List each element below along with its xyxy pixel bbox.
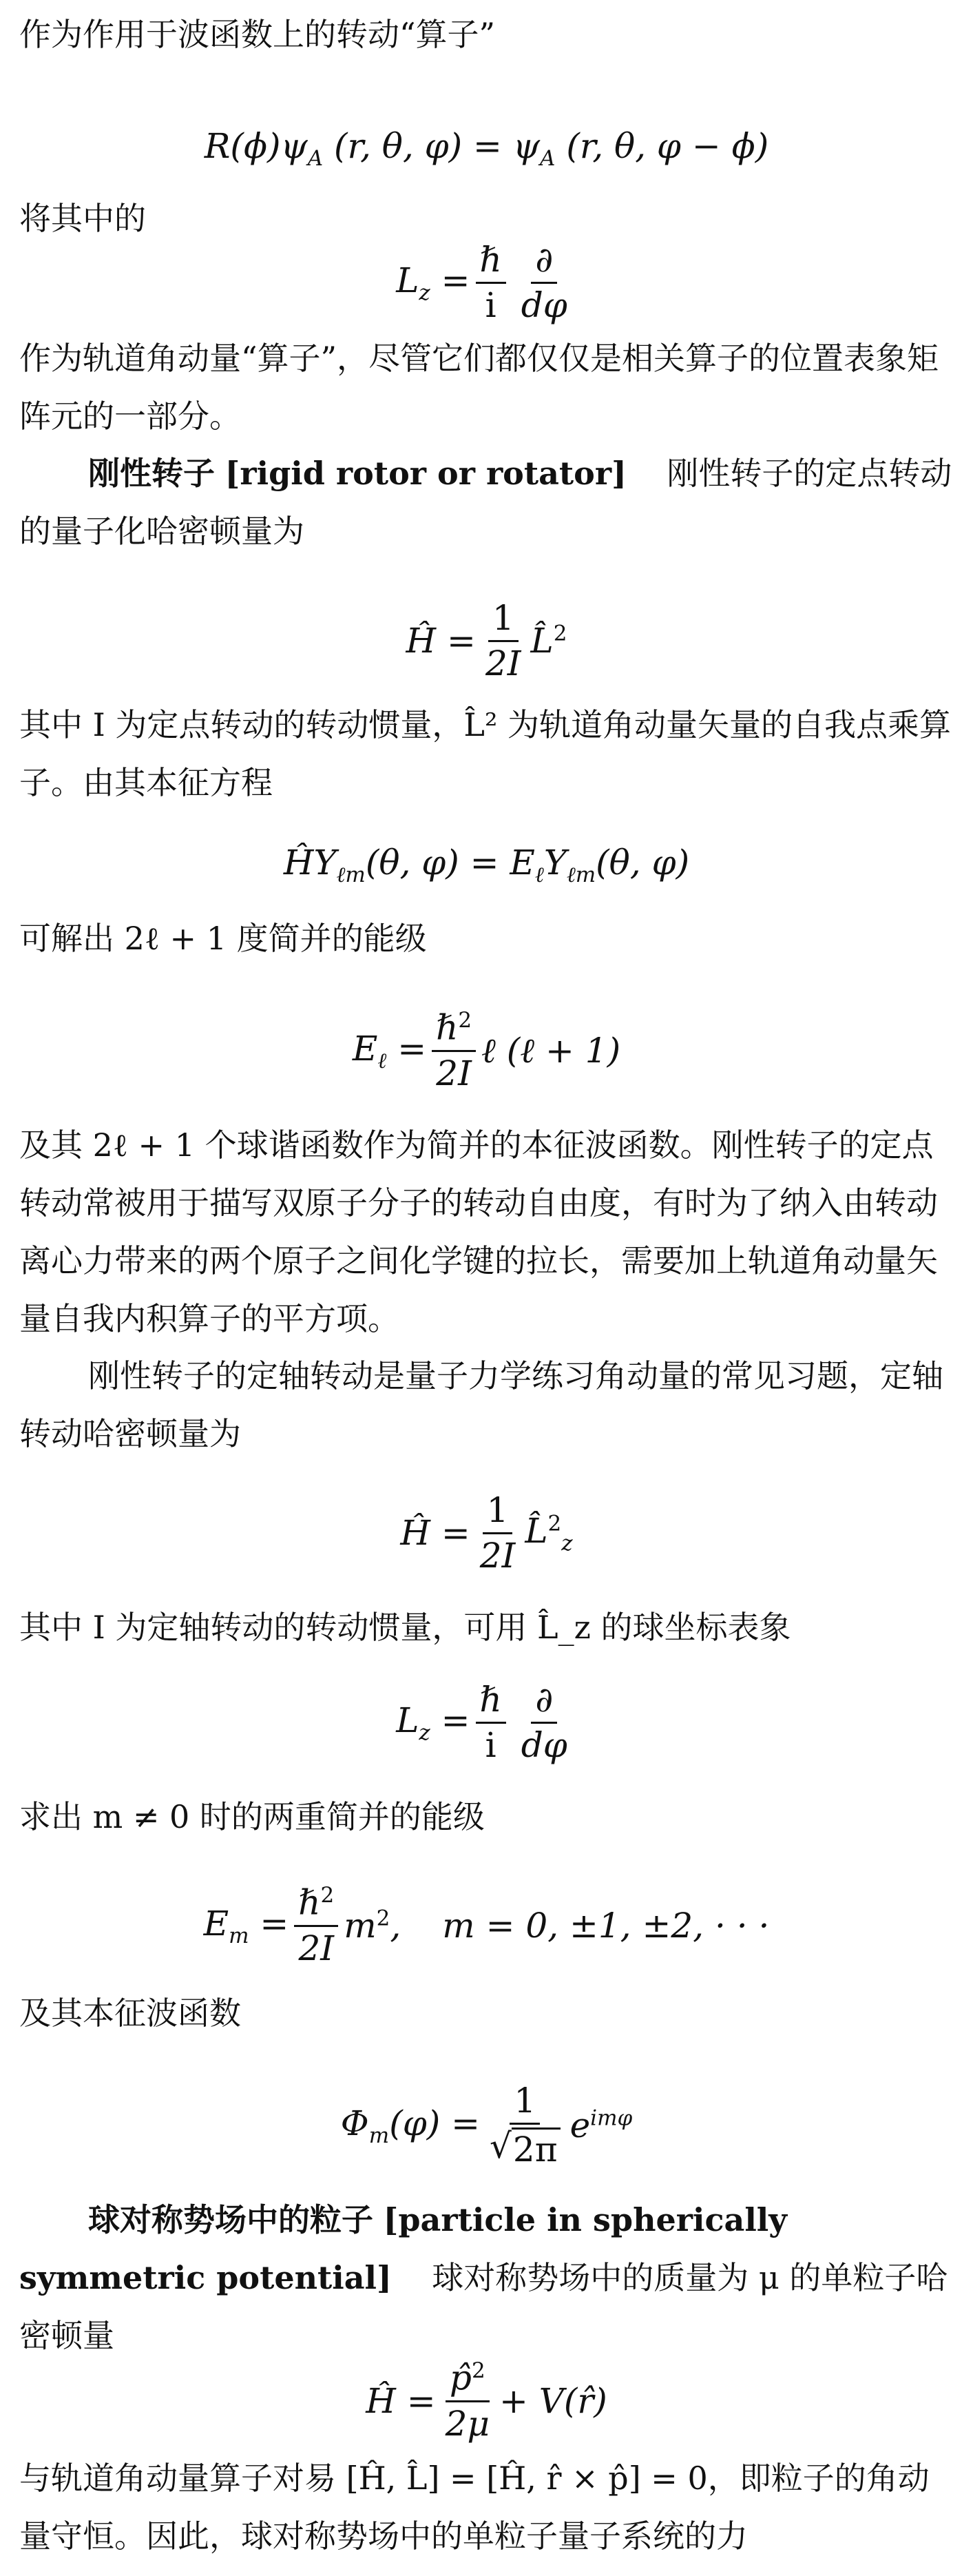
equation-wavefunction: $\Phi_m(\varphi)$ = 1 √ 2π $e^{im\varphi}$ xyxy=(340,2081,633,2170)
equation-rigid-rotor-hamiltonian: Ĥ = $\frac{1}{2I}$ L̂$^2$ xyxy=(406,597,567,683)
equation-em-levels: $E_m$ = $\frac{\hbar^2}{2I}$ $m^2$, m = 0, ±1, ±2, · · · xyxy=(203,1882,770,1968)
equation-central-hamiltonian: Ĥ = $\frac{p̂^2}{2\mu}$ + V(r̂) xyxy=(366,2358,607,2444)
paragraph-fixed-axis: 刚性转子的定轴转动是量子力学练习角动量的常见习题，定轴转动哈密顿量为 xyxy=(19,1357,943,1452)
section-spherical-potential xyxy=(19,2191,956,2364)
equation-lz-spherical: $L_z$ = $\frac{\text{ℏ}}{i}$ $\frac{\partial}{d\varphi}$ xyxy=(396,1679,567,1765)
equation-energy-levels: $E_\ell$ = $\frac{\hbar^2}{2I}$ ℓ (ℓ + 1) xyxy=(352,1007,621,1093)
paragraph-moment-of-inertia: 其中 I 为定点转动的转动惯量，L̂² 为轨道角动量矢量的自我点乘算子。由其本征方程 xyxy=(19,706,952,801)
paragraph-orbital-operator: 作为轨道角动量“算子”，尽管它们都仅仅是相关算子的位置表象矩阵元的一部分。 xyxy=(19,340,939,435)
equation-eigen: $ĤY_{\ell m}(\theta$, $\varphi) = E_\ell Y_{\ell m}(\theta$, φ) xyxy=(283,842,690,887)
paragraph-rotation-operator: 作为作用于波函数上的转动“算子” xyxy=(19,16,496,53)
paragraph-twofold-degenerate: 求出 m ≠ 0 时的两重简并的能级 xyxy=(19,1798,485,1835)
heading-rigid-rotor-zh: 刚性转子 xyxy=(88,455,215,492)
heading-rigid-rotor-en: [rigid rotor or rotator] xyxy=(224,455,627,492)
paragraph-commutator: 与轨道角动量算子对易 [Ĥ, L̂] = [Ĥ, r̂ × p̂] = 0，即粒子的角动量守恒。因此，球对称势场中的单粒子量子系统的力 xyxy=(19,2460,930,2555)
paragraph-eigen-wavefunction: 及其本征波函数 xyxy=(19,1995,241,2032)
equation-fixed-axis-hamiltonian: Ĥ = $\frac{1}{2I}$ L̂$^2_z$ xyxy=(400,1490,573,1576)
equation-lz-operator: $L_z$ = $\frac{\text{ℏ}}{i}$ $\frac{\partial}{d\varphi}$ xyxy=(396,239,567,325)
heading-spherical-zh: 球对称势场中的粒子 xyxy=(88,2201,373,2238)
paragraph-where: 将其中的 xyxy=(19,200,146,237)
equation-rotation-operator: $R(\phi)\psi_A$ (r, θ, $\varphi) = \psi_A$ (r, θ, φ − ϕ) xyxy=(204,125,769,171)
section-rigid-rotor xyxy=(19,444,956,560)
heading-spherical-en: [particle in spherically symmetric potential] xyxy=(19,2201,787,2296)
paragraph-spherical-representation: 其中 I 为定轴转动的转动惯量，可用 L̂_z 的球坐标表象 xyxy=(19,1609,791,1646)
spherical-text: 球对称势场中的质量为 μ 的单粒子哈密顿量 xyxy=(19,2259,948,2354)
paragraph-spherical-harmonics: 及其 2ℓ + 1 个球谐函数作为简并的本征波函数。刚性转子的定点转动常被用于描写双原子分子的转动自由度，有时为了纳入由转动离心力带来的两个原子之间化学键的拉长，需要加上轨道角动量矢量自我内积算子的平方项。 xyxy=(19,1126,938,1337)
rigid-rotor-text: 刚性转子的定点转动的量子化哈密顿量为 xyxy=(19,455,952,550)
paragraph-degenerate-levels: 可解出 2ℓ + 1 度简并的能级 xyxy=(19,920,427,957)
